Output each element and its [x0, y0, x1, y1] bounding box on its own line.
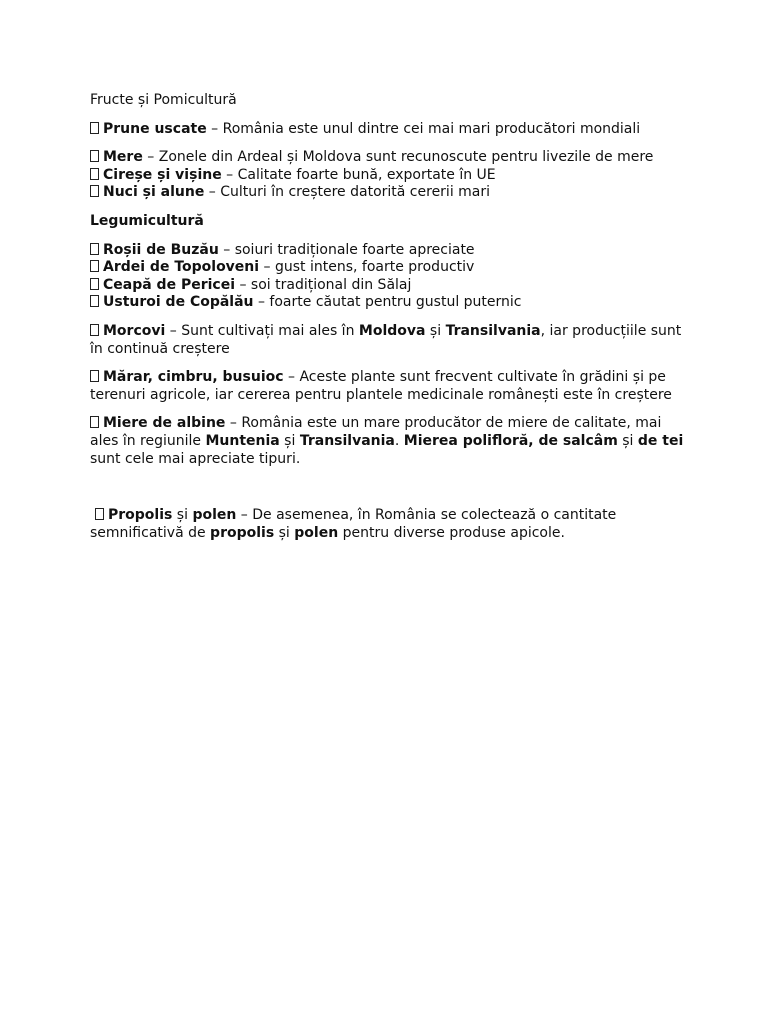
bold-run: de tei	[637, 432, 684, 449]
bold-run: propolis	[210, 524, 275, 541]
document-page	[90, 92, 690, 542]
fruits-heading: Fructe și Pomicultură	[90, 92, 237, 108]
bold-run: Moldova	[358, 322, 426, 339]
item-usturoi	[90, 294, 690, 312]
item-name: Cireșe și vișine	[103, 166, 222, 183]
item-desc: – gust intens, foarte productiv	[259, 259, 475, 276]
bold-run: polen	[294, 524, 339, 541]
missing-glyph-icon	[90, 324, 99, 336]
item-name: Prune uscate	[103, 120, 207, 137]
vegetables-heading-text: Legumicultură	[90, 212, 204, 229]
item-name: Nuci și alune	[103, 184, 205, 201]
item-desc: – Culturi în creștere datorită cererii mari	[204, 184, 491, 201]
missing-glyph-icon	[90, 295, 99, 307]
item-nuci	[90, 184, 690, 202]
text-run: – De asemenea, în România se colectează o cantitate semnificativă de	[90, 507, 617, 541]
missing-glyph-icon	[90, 122, 99, 134]
item-name: Roșii de Buzău	[103, 241, 219, 258]
item-name: Ardei de Topoloveni	[103, 259, 260, 276]
missing-glyph-icon	[90, 278, 99, 290]
missing-glyph-icon	[95, 508, 104, 520]
bold-run: Propolis	[108, 507, 173, 524]
item-cirese	[90, 167, 690, 185]
item-desc: – Aceste plante sunt frecvent cultivate în grădini și pe terenuri agricole, iar cererea pentru plantele medicinale românești este în creștere	[90, 369, 672, 403]
item-name: Mărar, cimbru, busuioc	[103, 369, 284, 386]
text-run: sunt cele mai apreciate tipuri.	[90, 450, 301, 467]
bold-run: Muntenia	[205, 432, 280, 449]
missing-glyph-icon	[90, 416, 99, 428]
item-desc: – Zonele din Ardeal și Moldova sunt recunoscute pentru livezile de mere	[142, 149, 654, 166]
missing-glyph-icon	[90, 260, 99, 272]
item-marar	[90, 369, 690, 404]
bold-run: polen	[192, 507, 237, 524]
text-run: – Sunt cultivați mai ales în	[165, 322, 359, 339]
text-run: și	[274, 524, 295, 541]
text-run: .	[394, 432, 404, 449]
item-mere	[90, 149, 690, 167]
text-run: și	[617, 432, 638, 449]
item-desc: – foarte căutat pentru gustul puternic	[253, 294, 522, 311]
item-propolis	[90, 507, 690, 542]
item-name: Miere de albine	[103, 415, 226, 432]
text-run: pentru diverse produse apicole.	[338, 524, 565, 541]
item-ardei	[90, 259, 690, 277]
item-name: Ceapă de Pericei	[103, 276, 236, 293]
vegetables-heading	[90, 213, 690, 231]
item-rosii	[90, 242, 690, 260]
item-morcovi	[90, 323, 690, 358]
item-desc: – Calitate foarte bună, exportate în UE	[221, 166, 496, 183]
item-desc: – România este unul dintre cei mai mari producători mondiali	[206, 120, 641, 137]
text-run: și	[425, 322, 446, 339]
bold-run: Mierea polifloră, de salcâm	[403, 432, 618, 449]
item-prune-uscate	[90, 121, 690, 139]
text-run: , iar producțiile sunt în continuă creștere	[90, 322, 682, 357]
item-ceapa	[90, 277, 690, 295]
missing-glyph-icon	[90, 370, 99, 382]
missing-glyph-icon	[90, 185, 99, 197]
item-name: Usturoi de Copălău	[103, 294, 254, 311]
item-desc: – soiuri tradiționale foarte apreciate	[218, 241, 475, 258]
missing-glyph-icon	[90, 243, 99, 255]
missing-glyph-icon	[90, 168, 99, 180]
missing-glyph-icon	[90, 150, 99, 162]
item-miere	[90, 415, 690, 468]
item-name: Mere	[103, 149, 143, 166]
text-run: și	[279, 432, 300, 449]
item-name: Morcovi	[103, 322, 166, 339]
item-desc: – soi tradițional din Sălaj	[235, 276, 412, 293]
bold-run: Transilvania	[299, 432, 395, 449]
text-run: și	[172, 507, 193, 524]
text-run: – România este un mare producător de miere de calitate, mai ales în regiunile	[90, 415, 662, 449]
bold-run: Transilvania	[445, 322, 541, 339]
